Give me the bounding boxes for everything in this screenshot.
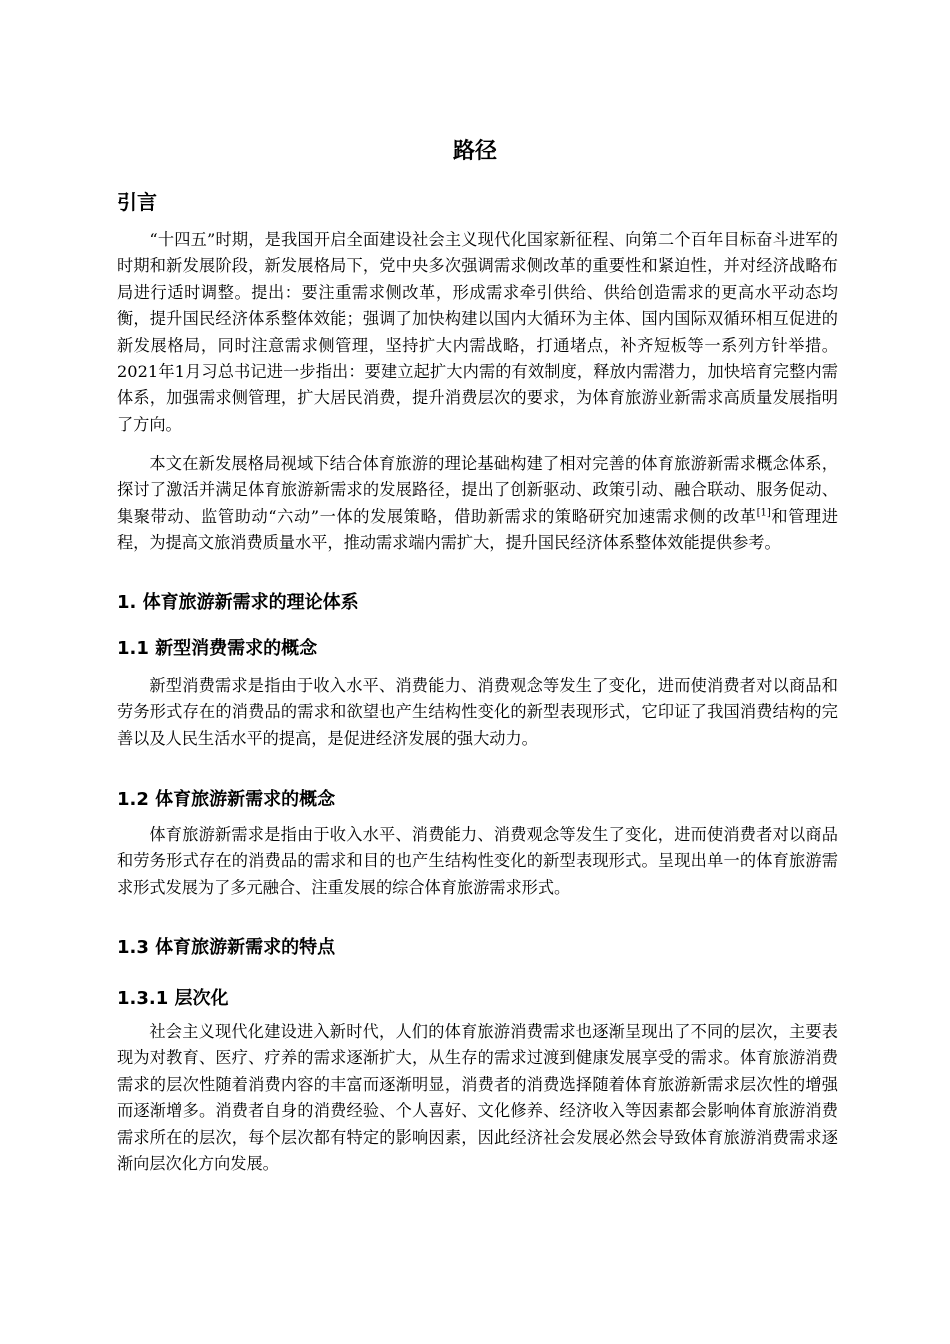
section-1-1-paragraph: 新型消费需求是指由于收入水平、消费能力、消费观念等发生了变化，进而使消费者对以商品和劳务形式存在的消费品的需求和欲望也产生结构性变化的新型表现形式，它印证了我国消费结构的完善以及人民生活水平的提高，是促进经济发展的强大动力。 — [117, 676, 838, 748]
intro-paragraph-2-text-a: 本文在新发展格局视域下结合体育旅游的理论基础构建了相对完善的体育旅游新需求概念体系，探讨了激活并满足体育旅游新需求的发展路径，提出了创新驱动、政策引动、融合联动、服务促动、集聚带动、监管助动“六动”一体的发展策略，借助新需求的策略研究加速需求侧的改革 — [117, 454, 838, 526]
intro-paragraph-1: “十四五”时期，是我国开启全面建设社会主义现代化国家新征程、向第二个百年目标奋斗进军的时期和新发展阶段，新发展格局下，党中央多次强调需求侧改革的重要性和紧迫性，并对经济战略布局进行适时调整。提出：要注重需求侧改革，形成需求牵引供给、供给创造需求的更高水平动态均衡，提升国民经济体系整体效能；强调了加快构建以国内大循环为主体、国内国际双循环相互促进的新发展格局，同时注意需求侧管理，坚持扩大内需战略，打通堵点，补齐短板等一系列方针举措。2021年1月习总书记进一步指出：要建立起扩大内需的有效制度，释放内需潜力，加快培育完整内需体系，加强需求侧管理，扩大居民消费，提升消费层次的要求，为体育旅游业新需求高质量发展指明了方向。 — [117, 230, 838, 434]
section-1-3-1-heading: 1.3.1 层次化 — [117, 988, 229, 1009]
section-1-2-heading: 1.2 体育旅游新需求的概念 — [117, 789, 336, 810]
intro-paragraph-2-text-b: 和管理进程，为提高文旅消费质量水平，推动需求端内需扩大，提升国民经济体系整体效能提供参考。 — [117, 506, 838, 553]
intro-heading: 引言 — [117, 190, 157, 214]
section-1-3-heading: 1.3 体育旅游新需求的特点 — [117, 937, 336, 958]
section-1-1-heading: 1.1 新型消费需求的概念 — [117, 638, 318, 659]
section-1-3-1-paragraph: 社会主义现代化建设进入新时代，人们的体育旅游消费需求也逐渐呈现出了不同的层次，主要表现为对教育、医疗、疗养的需求逐渐扩大，从生存的需求过渡到健康发展享受的需求。体育旅游消费需求的层次性随着消费内容的丰富而逐渐明显，消费者的消费选择随着体育旅游新需求层次性的增强而逐渐增多。消费者自身的消费经验、个人喜好、文化修养、经济收入等因素都会影响体育旅游消费需求所在的层次，每个层次都有特定的影响因素，因此经济社会发展必然会导致体育旅游消费需求逐渐向层次化方向发展。 — [117, 1022, 838, 1174]
intro-paragraph-2 — [117, 451, 838, 557]
document-title: 路径 — [452, 139, 497, 164]
section-1-2-paragraph: 体育旅游新需求是指由于收入水平、消费能力、消费观念等发生了变化，进而使消费者对以商品和劳务形式存在的消费品的需求和目的也产生结构性变化的新型表现形式。呈现出单一的体育旅游需求形式发展为了多元融合、注重发展的综合体育旅游需求形式。 — [117, 825, 838, 897]
section-1-heading: 1. 体育旅游新需求的理论体系 — [117, 592, 359, 613]
citation-ref-1: [1] — [756, 507, 771, 519]
